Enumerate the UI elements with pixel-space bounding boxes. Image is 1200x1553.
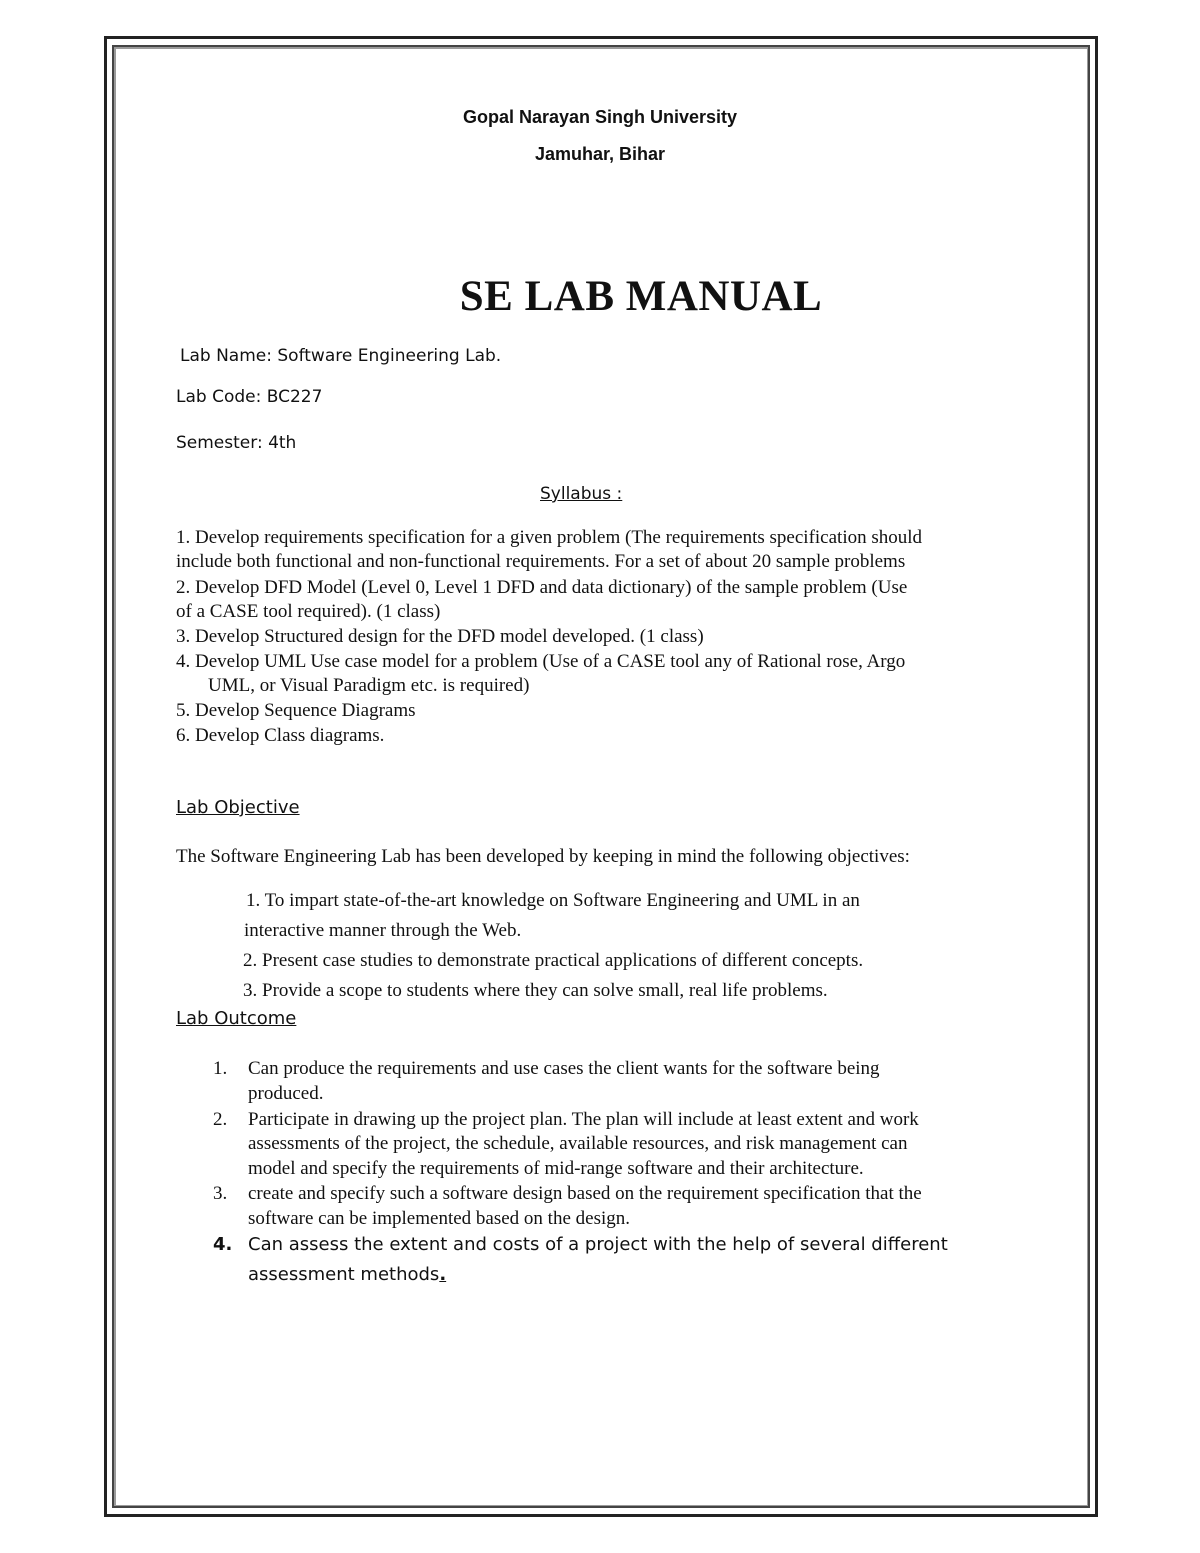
syllabus-line: 6. Develop Class diagrams. <box>176 725 385 746</box>
objective-intro: The Software Engineering Lab has been developed by keeping in mind the following objectives: <box>176 846 910 867</box>
syllabus-line: 5. Develop Sequence Diagrams <box>176 700 416 721</box>
outcome-line: assessments of the project, the schedule, available resources, and risk management can <box>248 1133 908 1154</box>
lab-name <box>180 346 501 366</box>
university-location: Jamuhar, Bihar <box>534 144 666 164</box>
outcome-number: 1. <box>213 1058 228 1079</box>
objective-line: 1. To impart state-of-the-art knowledge on Software Engineering and UML in an <box>246 890 860 911</box>
outcome-line: create and specify such a software design based on the requirement specification that the <box>248 1183 922 1204</box>
outcome-line: software can be implemented based on the design. <box>248 1208 630 1229</box>
syllabus-line: include both functional and non-functional requirements. For a set of about 20 sample problems <box>176 551 906 572</box>
objective-line: interactive manner through the Web. <box>244 920 522 941</box>
outcome-line: Can produce the requirements and use cases the client wants for the software being <box>248 1058 880 1079</box>
outcome-line: model and specify the requirements of mid-range software and their architecture. <box>248 1158 864 1179</box>
outcome-line: produced. <box>248 1083 324 1104</box>
semester-label: Semester: <box>176 433 263 453</box>
lab-name-label: Lab Name: <box>180 346 272 366</box>
syllabus-heading: Syllabus : <box>540 484 623 504</box>
syllabus-line: 1. Develop requirements specification for a given problem (The requirements specification should <box>176 527 923 548</box>
syllabus-line: 3. Develop Structured design for the DFD model developed. (1 class) <box>176 626 704 647</box>
outcome-number: 3. <box>213 1183 228 1204</box>
outcome-line: Participate in drawing up the project plan. The plan will include at least extent and work <box>248 1109 919 1130</box>
lab-code-value: BC227 <box>266 387 323 407</box>
syllabus-line: UML, or Visual Paradigm etc. is required) <box>208 675 530 696</box>
page-title: SE LAB MANUAL <box>459 273 823 320</box>
outcome-line: Can assess the extent and costs of a project with the help of several different <box>248 1234 948 1255</box>
objective-heading: Lab Objective <box>176 797 300 818</box>
outcome-line: assessment methods <box>248 1264 440 1285</box>
university-name: Gopal Narayan Singh University <box>462 107 738 127</box>
syllabus-line: 2. Develop DFD Model (Level 0, Level 1 DFD and data dictionary) of the sample problem (Use <box>176 577 908 598</box>
objective-line: 3. Provide a scope to students where they can solve small, real life problems. <box>243 980 828 1001</box>
lab-code <box>176 387 322 407</box>
outcome-end-period: . <box>439 1264 447 1285</box>
objective-line: 2. Present case studies to demonstrate practical applications of different concepts. <box>243 950 864 971</box>
lab-name-value: Software Engineering Lab. <box>277 346 502 366</box>
outcome-number: 2. <box>213 1109 228 1130</box>
syllabus-line: of a CASE tool required). (1 class) <box>176 601 441 622</box>
syllabus-line: 4. Develop UML Use case model for a problem (Use of a CASE tool any of Rational rose, Argo <box>176 651 906 672</box>
page-border-inner <box>112 45 1090 1508</box>
outcome-line-last <box>248 1264 446 1285</box>
semester-value: 4th <box>268 433 297 453</box>
outcome-number: 4. <box>213 1234 233 1255</box>
outcome-heading: Lab Outcome <box>176 1008 297 1029</box>
lab-code-label: Lab Code: <box>176 387 262 407</box>
semester <box>176 433 296 453</box>
